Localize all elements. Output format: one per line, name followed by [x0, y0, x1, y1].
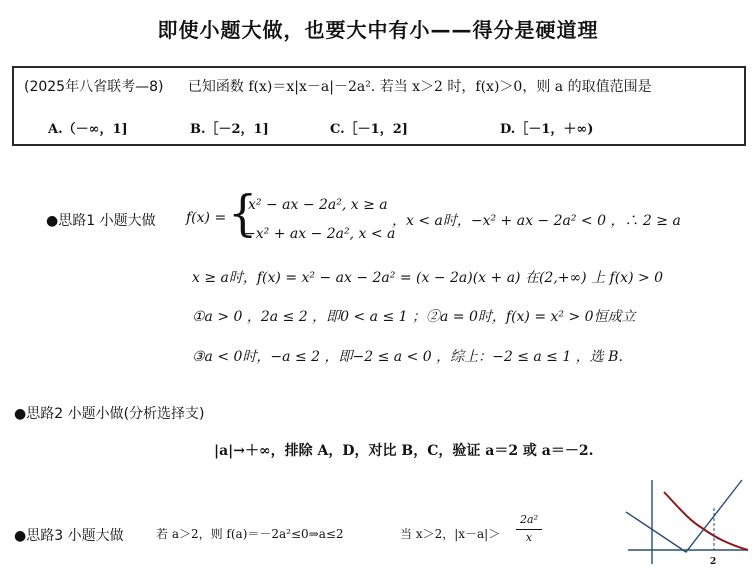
idea1-line2: x ≥ a时，f(x) = x² − ax − 2a² = (x − 2a)(x + a) 在(2,+∞) 上 f(x) > 0	[192, 270, 664, 286]
idea2-text: |a|→＋∞，排除 A，D，对比 B，C，验证 a＝2 或 a＝－2.	[214, 443, 594, 459]
question-source: (2025年八省联考—8)	[24, 79, 164, 95]
piecewise-case-2: −x² + ax − 2a², x < a	[244, 226, 396, 242]
piecewise-brace: {	[228, 184, 258, 242]
question-line	[24, 76, 652, 96]
idea1-label: ●思路1 小题大做	[46, 213, 156, 229]
idea2-label: ●思路2 小题小做(分析选择支)	[14, 406, 205, 422]
function-graph	[624, 478, 750, 566]
idea3-text2: 当 x＞2，|x－a|＞	[400, 527, 501, 541]
fraction-denominator: x	[525, 531, 533, 544]
idea3-text1: 若 a＞2，则 f(a)＝－2a²≤0⇒a≤2	[156, 527, 344, 541]
piecewise-case-1: x² − ax − 2a², x ≥ a	[248, 197, 388, 213]
option-d: D.［－1，＋∞)	[500, 122, 594, 137]
question-box	[12, 66, 746, 146]
idea1-line4: ③a < 0时，−a ≤ 2 ，即−2 ≤ a < 0 ，综上：−2 ≤ a ≤ 1 ，选 B.	[192, 349, 623, 365]
tick-label-2: 2	[710, 557, 717, 566]
question-stem: 已知函数 f(x)＝x|x－a|－2a². 若当 x＞2 时，f(x)＞0，则 a 的取值范围是	[187, 79, 652, 95]
option-c: C.［－1，2]	[330, 122, 408, 137]
page-title: 即使小题大做，也要大中有小——得分是硬道理	[157, 18, 599, 42]
idea1-case-analysis: ，x < a时，−x² + ax − 2a² < 0 ，∴ 2 ≥ a	[392, 213, 681, 229]
reciprocal-curve	[664, 492, 748, 550]
fraction-numerator: 2a²	[520, 513, 538, 526]
option-a: A.（－∞，1]	[48, 122, 128, 137]
idea3-label: ●思路3 小题大做	[14, 528, 124, 544]
idea1-line3: ①a > 0 ，2a ≤ 2 ，即0 < a ≤ 1 ；②a = 0时，f(x) = x² > 0恒成立	[192, 309, 636, 325]
piecewise-fx: f(x) =	[186, 210, 227, 226]
option-b: B.［－2，1]	[190, 122, 269, 137]
fraction-bar	[516, 529, 542, 530]
